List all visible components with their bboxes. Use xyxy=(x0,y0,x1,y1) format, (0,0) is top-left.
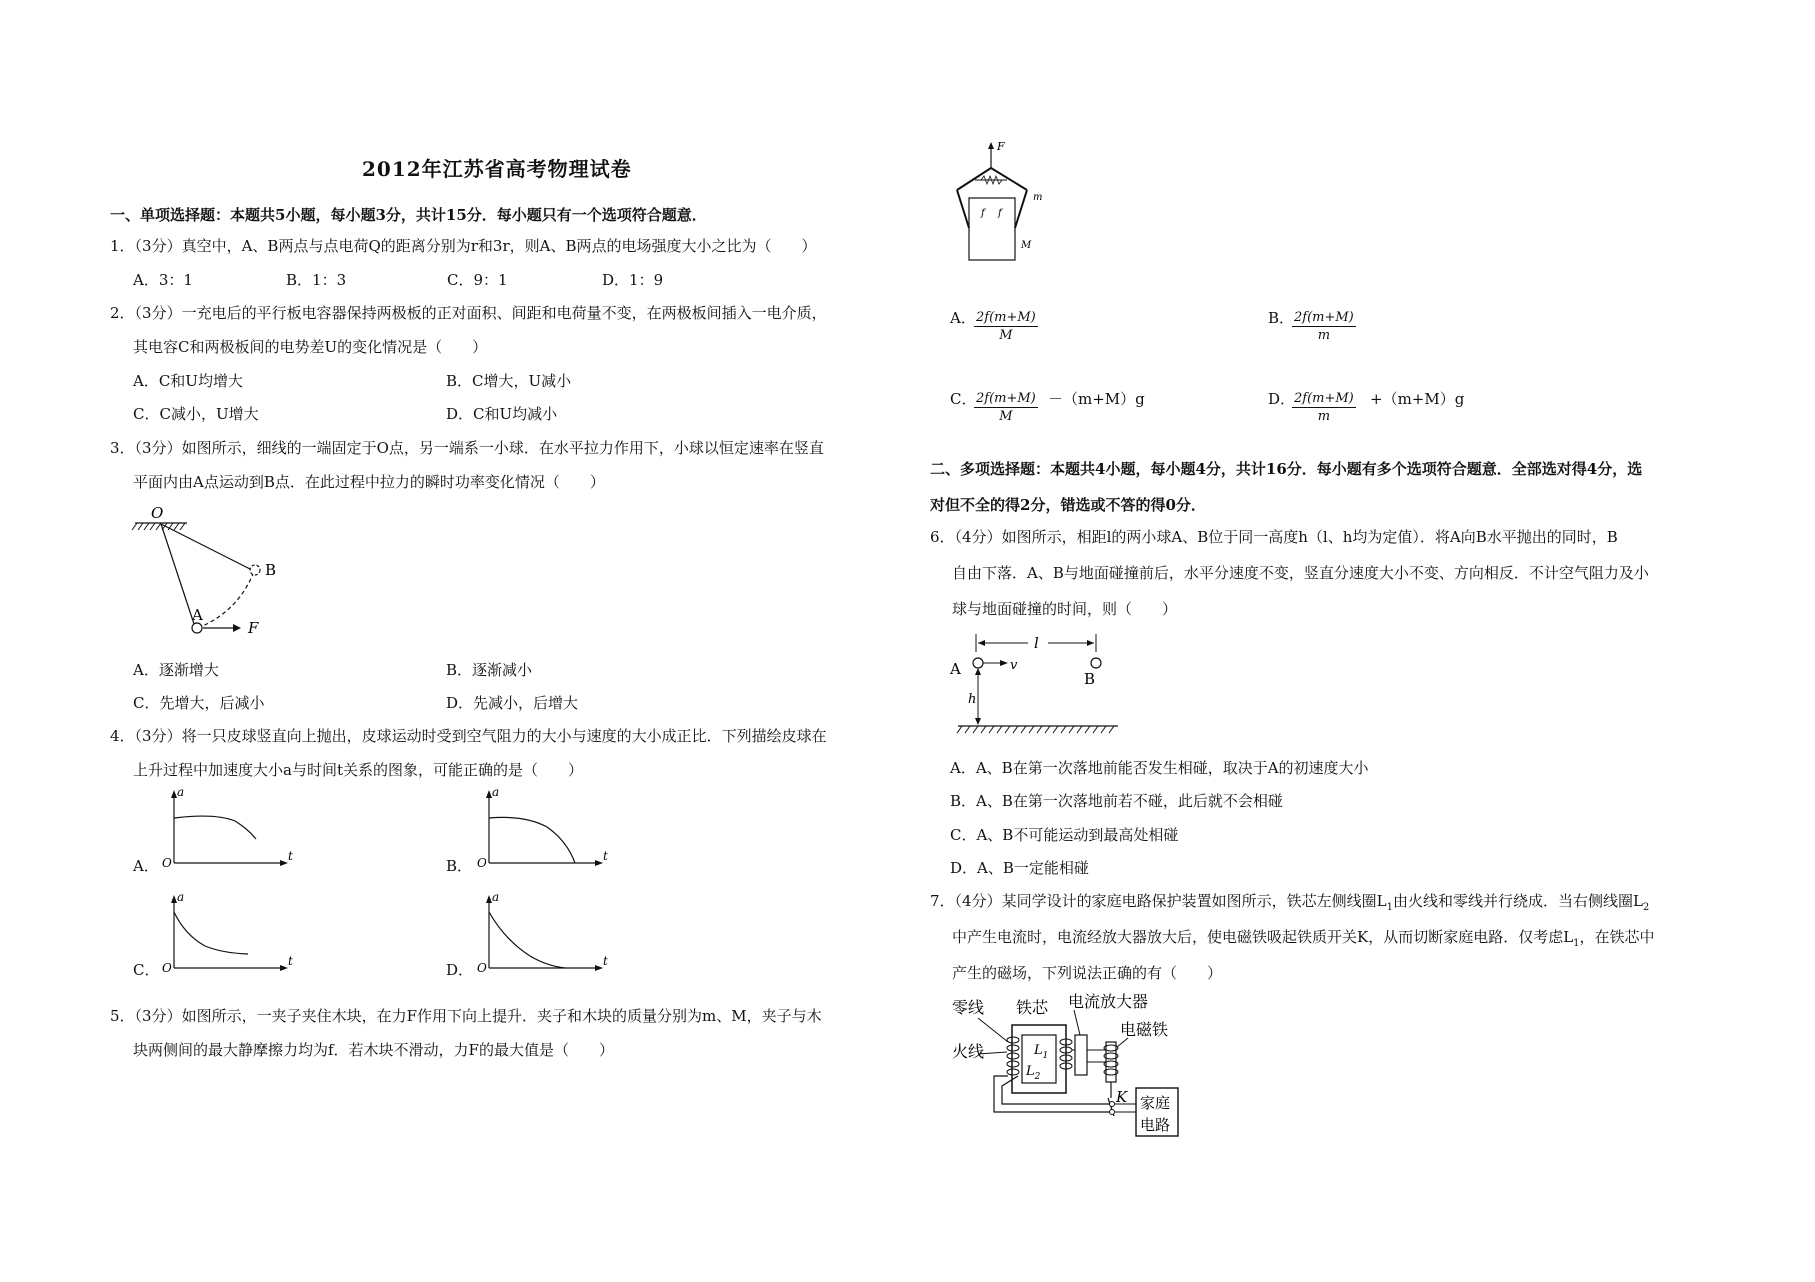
svg-text:a: a xyxy=(177,890,185,904)
svg-text:A: A xyxy=(950,660,961,678)
q6-stem-line3: 球与地面碰撞的时间，则（ ） xyxy=(952,600,1178,618)
svg-text:v: v xyxy=(1010,658,1018,673)
q3-option-d: D．先减小，后增大 xyxy=(446,694,579,712)
svg-text:O: O xyxy=(477,856,487,870)
svg-text:t: t xyxy=(603,954,608,968)
q4-graph-d xyxy=(475,890,610,975)
q1-option-c: C．9：1 xyxy=(447,271,508,289)
q2-option-b: B．C增大，U减小 xyxy=(446,372,572,390)
svg-text:L2: $L_2$ xyxy=(1026,1064,1041,1082)
q6-stem-line2: 自由下落．A、B与地面碰撞前后，水平分速度不变，竖直分速度大小不变、方向相反．不计空气阻力及小 xyxy=(952,564,1649,582)
svg-text:M: M xyxy=(1021,240,1032,251)
svg-text:B: B xyxy=(1084,670,1096,688)
q3-option-a: A．逐渐增大 xyxy=(133,661,219,679)
q7-circuit-figure xyxy=(950,990,1190,1140)
q1-option-a: A．3：1 xyxy=(133,271,193,289)
q4-option-a: A． xyxy=(133,857,159,875)
svg-text:O: O xyxy=(477,961,487,975)
q7-stem-line1: 7．（4分）某同学设计的家庭电路保护装置如图所示，铁芯左侧线圈$L_1$由火线和零线并行绕成．当右侧线圈$L_2$ xyxy=(930,892,1650,913)
q4-option-b: B． xyxy=(446,857,473,875)
q5-option-d-fraction: $\frac{2f(m+M)}{m}$ xyxy=(1294,391,1354,424)
q5-stem-line2: 块两侧间的最大静摩擦力均为f．若木块不滑动，力F的最大值是（ ） xyxy=(133,1041,614,1059)
svg-text:m: m xyxy=(1033,192,1043,203)
q6-option-a: A．A、B在第一次落地前能否发生相碰，取决于A的初速度大小 xyxy=(950,759,1369,777)
q6-stem-line1: 6．（4分）如图所示，相距l的两小球A、B位于同一高度h（l、h均为定值）．将A向B水平抛出的同时，B xyxy=(930,528,1618,546)
svg-text:O: O xyxy=(162,856,172,870)
q5-option-b: B． xyxy=(1268,309,1295,327)
q3-stem-line2: 平面内由A点运动到B点．在此过程中拉力的瞬时功率变化情况（ ） xyxy=(133,473,605,491)
q3-stem-line1: 3．（3分）如图所示，细线的一端固定于O点，另一端系一小球．在水平拉力作用下，小球以恒定速率在竖直 xyxy=(110,439,824,457)
q4-graph-a xyxy=(160,785,295,870)
svg-text:a: a xyxy=(177,785,185,799)
svg-text:铁芯: 铁芯 xyxy=(1016,998,1049,1017)
q7-stem-line3: 产生的磁场，下列说法正确的有（ ） xyxy=(952,964,1223,982)
svg-text:K: K xyxy=(1116,1088,1128,1106)
svg-text:f: f xyxy=(981,208,985,219)
q4-stem-line2: 上升过程中加速度大小a与时间t关系的图象，可能正确的是（ ） xyxy=(133,761,583,779)
q2-option-a: A．C和U均增大 xyxy=(133,372,243,390)
svg-text:零线: 零线 xyxy=(952,998,985,1017)
q5-option-d-tail: +（m+M）g xyxy=(1370,390,1465,408)
svg-text:L1: $L_1$ xyxy=(1034,1043,1049,1061)
svg-text:a: a xyxy=(492,890,500,904)
svg-text:t: t xyxy=(288,849,293,863)
q5-option-a: A． xyxy=(950,309,976,327)
q5-option-c: C． xyxy=(950,390,977,408)
q4-stem-line1: 4．（3分）将一只皮球竖直向上抛出，皮球运动时受到空气阻力的大小与速度的大小成正比．下列描绘皮球在 xyxy=(110,727,827,745)
q6-two-balls-figure xyxy=(948,628,1128,743)
q5-option-c-fraction: $\frac{2f(m+M)}{M}$ xyxy=(976,391,1036,424)
q2-stem-line2: 其电容C和两极板间的电势差U的变化情况是（ ） xyxy=(133,338,488,356)
q4-option-c: C． xyxy=(133,961,160,979)
svg-text:电磁铁: 电磁铁 xyxy=(1120,1020,1169,1039)
q2-option-c: C．C减小，U增大 xyxy=(133,405,259,423)
q3-label-a: A xyxy=(192,606,203,624)
q5-clamp-figure xyxy=(945,138,1060,268)
svg-text:f: f xyxy=(998,208,1002,219)
q3-option-b: B．逐渐减小 xyxy=(446,661,533,679)
svg-text:h: h xyxy=(968,692,977,707)
page-title: 2012年江苏省高考物理试卷 xyxy=(362,157,632,181)
section-2-heading-line2: 对但不全的得2分，错选或不答的得0分． xyxy=(930,496,1206,514)
q5-option-b-fraction: $\frac{2f(m+M)}{m}$ xyxy=(1294,310,1354,343)
svg-text:家庭: 家庭 xyxy=(1140,1094,1171,1112)
q6-option-d: D．A、B一定能相碰 xyxy=(950,859,1089,877)
q3-label-b: B xyxy=(265,561,277,579)
svg-text:火线: 火线 xyxy=(952,1042,985,1061)
q3-pendulum-figure xyxy=(125,500,295,640)
q6-option-b: B．A、B在第一次落地前若不碰，此后就不会相碰 xyxy=(950,792,1283,810)
q3-option-c: C．先增大，后减小 xyxy=(133,694,265,712)
svg-text:t: t xyxy=(288,954,293,968)
q7-stem-line2: 中产生电流时，电流经放大器放大后，使电磁铁吸起铁质开关K，从而切断家庭电路．仅考虑$L_1$，在铁芯中 xyxy=(952,928,1655,949)
svg-text:电流放大器: 电流放大器 xyxy=(1068,992,1149,1011)
q3-label-f: F xyxy=(248,619,259,637)
svg-text:l: l xyxy=(1034,634,1039,652)
svg-text:电路: 电路 xyxy=(1140,1116,1171,1134)
q4-option-d: D． xyxy=(446,961,474,979)
section-2-heading-line1: 二、多项选择题：本题共4小题，每小题4分，共计16分．每小题有多个选项符合题意．全部选对得4分，选 xyxy=(930,460,1643,478)
q5-stem-line1: 5．（3分）如图所示，一夹子夹住木块，在力F作用下向上提升．夹子和木块的质量分别为m、M，夹子与木 xyxy=(110,1007,822,1025)
section-1-heading: 一、单项选择题：本题共5小题，每小题3分，共计15分．每小题只有一个选项符合题意． xyxy=(110,206,707,224)
q2-stem-line1: 2．（3分）一充电后的平行板电容器保持两极板的正对面积、间距和电荷量不变，在两极板间插入一电介质， xyxy=(110,304,827,322)
q5-option-c-tail: －（m+M）g xyxy=(1048,390,1145,408)
q1-stem: 1．（3分）真空中，A、B两点与点电荷Q的距离分别为r和3r，则A、B两点的电场强度大小之比为（ ） xyxy=(110,237,817,255)
svg-text:O: O xyxy=(162,961,172,975)
q6-option-c: C．A、B不可能运动到最高处相碰 xyxy=(950,826,1179,844)
q4-graph-b xyxy=(475,785,610,870)
q1-option-d: D．1：9 xyxy=(602,271,664,289)
q5-option-d: D． xyxy=(1268,390,1296,408)
q2-option-d: D．C和U均减小 xyxy=(446,405,558,423)
q4-graph-c xyxy=(160,890,295,975)
q1-option-b: B．1：3 xyxy=(286,271,347,289)
svg-text:F: F xyxy=(997,140,1005,153)
svg-text:a: a xyxy=(492,785,500,799)
q3-label-o: O xyxy=(151,504,164,522)
q5-option-a-fraction: $\frac{2f(m+M)}{M}$ xyxy=(976,310,1036,343)
svg-text:t: t xyxy=(603,849,608,863)
